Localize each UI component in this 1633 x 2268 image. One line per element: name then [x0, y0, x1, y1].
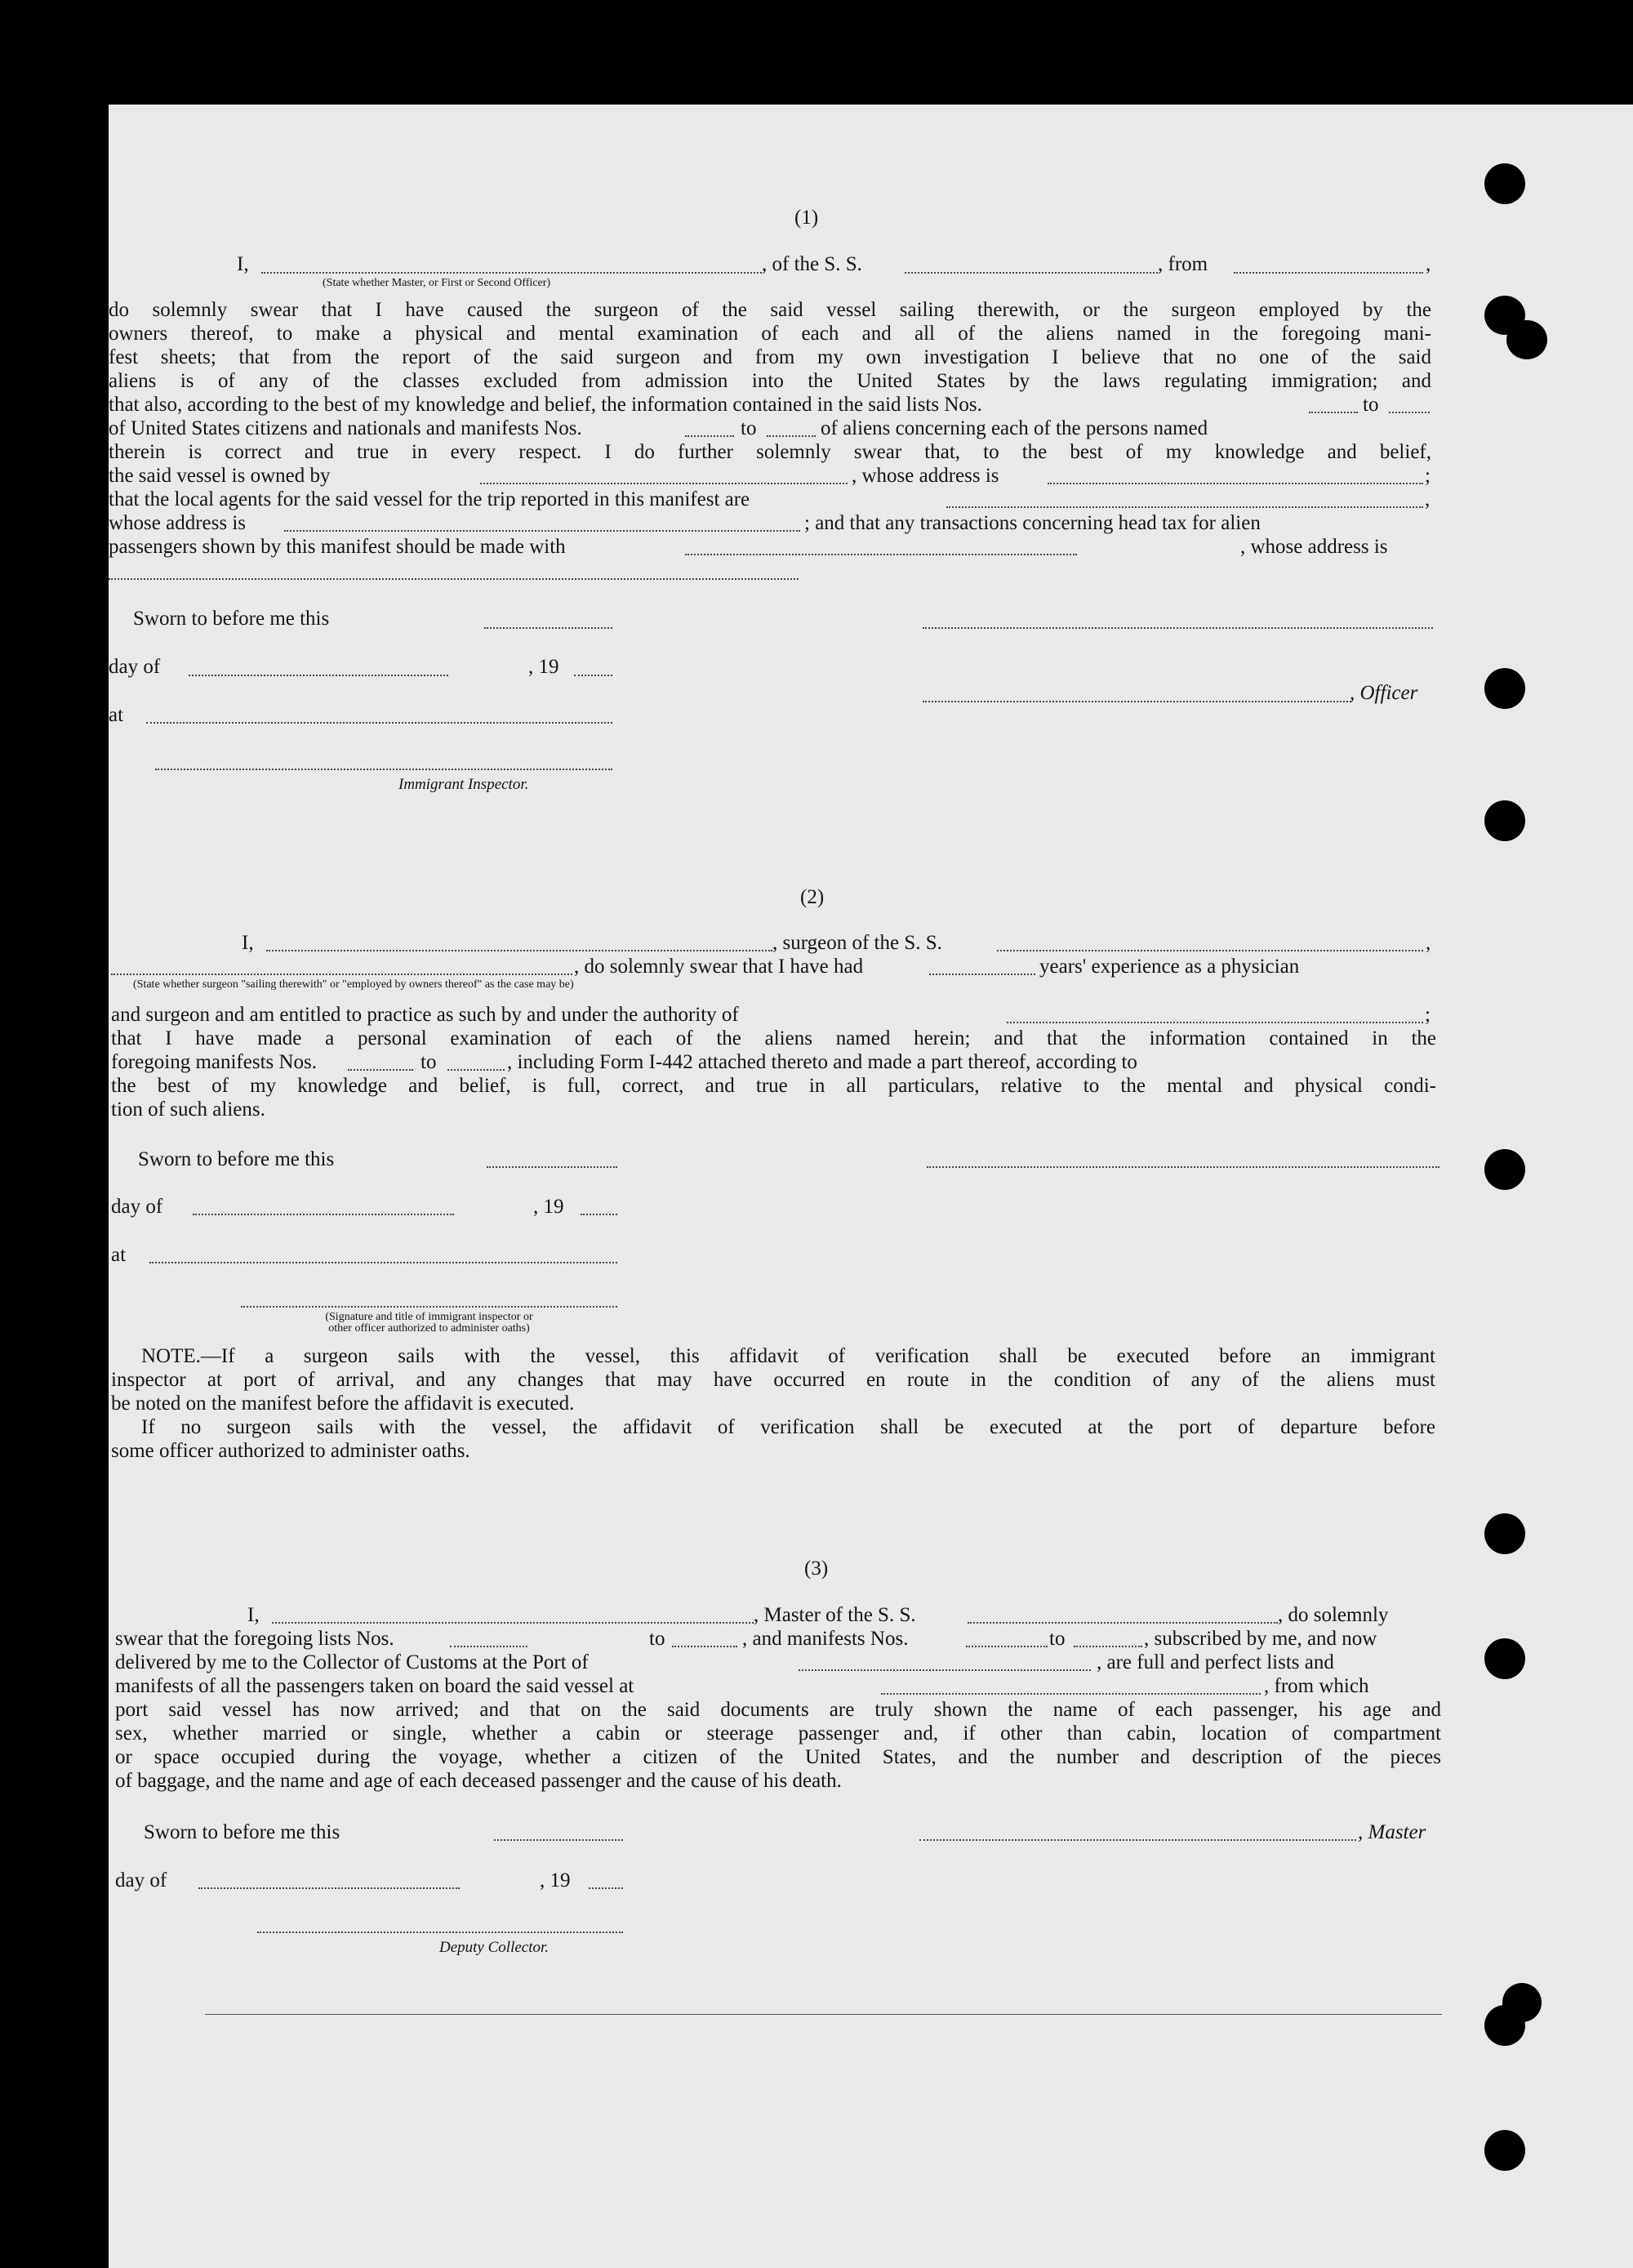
inspector-signature-line[interactable]	[155, 769, 612, 770]
citizen-lists-from-field[interactable]	[1309, 412, 1358, 413]
s2-i: I,	[242, 932, 254, 954]
s1-line1-prefix: I,	[237, 253, 249, 275]
s3-sworn-field[interactable]	[494, 1839, 623, 1841]
vessel-name-field[interactable]	[905, 272, 1158, 274]
s3-sworn: Sworn to before me this	[144, 1821, 340, 1843]
s1-line1-end: ,	[1426, 253, 1431, 275]
s3-subscribed: , subscribed by me, and now	[1144, 1628, 1377, 1650]
alien-manifests-to-field[interactable]	[767, 435, 816, 437]
s1-text-line: therein is correct and true in every respect. I do further solemnly swear that, to the best of my knowledge and belief,	[109, 441, 1431, 463]
surgeon-signature-line[interactable]	[927, 1166, 1439, 1168]
s3-manifests-to-field[interactable]	[1074, 1646, 1142, 1647]
bottom-rule	[205, 2014, 1442, 2015]
s3-master-of: , Master of the S. S.	[754, 1604, 916, 1626]
s3-year-field[interactable]	[589, 1887, 623, 1889]
punch-hole	[1484, 1638, 1525, 1679]
s2-text-line: the best of my knowledge and belief, is full, correct, and true in all particulars, relative to the mental and physical condi-	[111, 1075, 1436, 1097]
s2-year-field[interactable]	[581, 1214, 617, 1215]
punch-hole	[1484, 800, 1525, 841]
manifest-page	[109, 105, 1633, 2268]
s2-sworn-field[interactable]	[487, 1166, 617, 1168]
local-agents-field[interactable]	[946, 506, 1423, 508]
s3-year: , 19	[540, 1869, 571, 1891]
s3-text-line: port said vessel has now arrived; and that on the said documents are truly shown the name of each passenger, his age and	[115, 1699, 1441, 1721]
s2-sworn: Sworn to before me this	[138, 1148, 335, 1170]
s2-solemnly: , do solemnly swear that I have had	[574, 956, 864, 978]
s2-manifests: foregoing manifests Nos.	[111, 1051, 318, 1073]
s2-physician: years' experience as a physician	[1039, 956, 1300, 978]
s3-manifests-to: to	[1049, 1628, 1066, 1650]
s1-at-field[interactable]	[146, 722, 612, 724]
master-signature-line[interactable]	[919, 1839, 1356, 1841]
s1-text-line: do solemnly swear that I have caused the surgeon of the said vessel sailing therewith, or the surgeon employed by the	[109, 299, 1431, 321]
s3-lists-to-field[interactable]	[672, 1646, 737, 1647]
s2-day-of: day of	[111, 1196, 163, 1218]
s1-text-line: aliens is of any of the classes excluded from admission into the United States by the laws regulating immigration; and	[109, 370, 1431, 392]
collector-signature-line[interactable]	[257, 1932, 623, 1933]
s3-lists: swear that the foregoing lists Nos.	[115, 1628, 394, 1650]
s2-note-line: inspector at port of arrival, and any changes that may have occurred en route in the condition of any of the aliens must	[111, 1369, 1435, 1391]
head-tax-address-field[interactable]	[109, 578, 799, 580]
s2-text-line: tion of such aliens.	[111, 1098, 265, 1121]
surgeon-status-field[interactable]	[111, 974, 572, 975]
s1-day-of: day of	[109, 656, 161, 678]
s1-text-line: owners thereof, to make a physical and mental examination of each and all of the aliens named in the foregoing mani-	[109, 323, 1431, 345]
head-tax-party-field[interactable]	[685, 554, 1077, 555]
s3-vessel-field[interactable]	[968, 1622, 1278, 1624]
s1-head-tax: ; and that any transactions concerning head tax for alien	[804, 512, 1261, 534]
section-3-number: (3)	[804, 1557, 829, 1580]
s2-surgeon-of: , surgeon of the S. S.	[772, 932, 942, 954]
s2-manifests-to: to	[420, 1051, 437, 1073]
from-port-field[interactable]	[1234, 272, 1423, 274]
s1-manifests-tail: of aliens concerning each of the persons named	[821, 417, 1208, 439]
s3-text-line: or space occupied during the voyage, whether a citizen of the United States, and the number and description of the pieces	[115, 1746, 1441, 1768]
s1-manifests-to: to	[741, 417, 757, 439]
officer-rank-note: (State whether Master, or First or Second Officer)	[323, 277, 551, 289]
s2-line1-end: ,	[1426, 932, 1431, 954]
s2-authority: and surgeon and am entitled to practice as such by and under the authority of	[111, 1004, 739, 1026]
s3-lists-from-field[interactable]	[450, 1646, 527, 1647]
s1-lists-to: to	[1363, 394, 1379, 416]
years-experience-field[interactable]	[929, 974, 1035, 975]
s1-of-ss: , of the S. S.	[762, 253, 862, 275]
s3-manifests-from-field[interactable]	[966, 1646, 1048, 1647]
surgeon-name-field[interactable]	[266, 950, 772, 951]
inspector-label: Immigrant Inspector.	[398, 776, 529, 793]
s3-taken-on-board: manifests of all the passengers taken on board the said vessel at	[115, 1675, 634, 1697]
s1-manifests-text: of United States citizens and nationals and manifests Nos.	[109, 417, 582, 439]
s2-sig-note-1: (Signature and title of immigrant inspector or	[325, 1311, 533, 1323]
s1-at: at	[109, 704, 124, 726]
punch-hole	[1484, 1149, 1525, 1190]
s1-signature-line[interactable]	[923, 627, 1433, 629]
s2-sig-note-2: other officer authorized to administer oaths)	[328, 1322, 530, 1335]
s1-owned-by: the said vessel is owned by	[109, 465, 331, 487]
s3-day-of: day of	[115, 1869, 167, 1891]
s1-local-agents: that the local agents for the said vessel for the trip reported in this manifest are	[109, 488, 750, 510]
punch-hole	[1484, 2130, 1525, 2171]
surgeon-status-note: (State whether surgeon "sailing therewith" or "employed by owners thereof" as the case may be)	[133, 978, 574, 991]
section-1-number: (1)	[794, 207, 819, 229]
s1-from: , from	[1158, 253, 1208, 275]
citizen-lists-to-field[interactable]	[1389, 412, 1430, 413]
s2-note-line: be noted on the manifest before the affidavit is executed.	[111, 1392, 575, 1415]
punch-hole	[1484, 668, 1525, 709]
s2-at: at	[111, 1244, 127, 1266]
punch-hole	[1484, 163, 1525, 204]
s2-text-line: that I have made a personal examination of each of the aliens named herein; and that the information contained in the	[111, 1027, 1436, 1049]
punch-hole	[1484, 1513, 1525, 1554]
s2-manifests-to-field[interactable]	[447, 1069, 505, 1071]
punch-hole	[1484, 2005, 1525, 2046]
s3-text-line: sex, whether married or single, whether a cabin or steerage passenger and, if other than cabin, location of compartment	[115, 1722, 1441, 1744]
master-label: , Master	[1358, 1821, 1426, 1843]
s1-line8-end: ;	[1425, 465, 1431, 487]
s2-officer-signature-line[interactable]	[241, 1306, 617, 1308]
s2-note-line: NOTE.—If a surgeon sails with the vessel, this affidavit of verification shall be executed before an immigrant	[141, 1345, 1435, 1367]
s1-head-tax-with: passengers shown by this manifest should be made with	[109, 536, 566, 558]
punch-hole	[1506, 320, 1547, 359]
s3-text-line: of baggage, and the name and age of each deceased passenger and the cause of his death.	[115, 1770, 842, 1792]
s2-form: , including Form I-442 attached thereto and made a part thereof, according to	[507, 1051, 1137, 1073]
master-name-field[interactable]	[272, 1622, 754, 1624]
section-2-number: (2)	[800, 886, 825, 908]
s2-note-line: If no surgeon sails with the vessel, the affidavit of verification shall be executed at the port of departure before	[141, 1416, 1435, 1438]
s3-i: I,	[247, 1604, 260, 1626]
s1-year: , 19	[528, 656, 559, 678]
s2-line3-end: ;	[1425, 1004, 1431, 1026]
agent-address-field[interactable]	[284, 530, 800, 532]
collector-label: Deputy Collector.	[439, 1939, 550, 1956]
s3-from-which: , from which	[1264, 1675, 1369, 1697]
s3-day-field[interactable]	[198, 1887, 460, 1889]
s2-vessel-field[interactable]	[997, 950, 1423, 951]
authority-field[interactable]	[1007, 1022, 1423, 1023]
s1-sworn-field[interactable]	[484, 627, 612, 629]
alien-manifests-from-field[interactable]	[685, 435, 734, 437]
s1-text-line: fest sheets; that from the report of the said surgeon and from my own investigation I believe that no one of the said	[109, 346, 1431, 368]
s2-manifests-from-field[interactable]	[348, 1069, 413, 1071]
s2-note-line: some officer authorized to administer oaths.	[111, 1440, 470, 1462]
s3-delivered: delivered by me to the Collector of Customs at the Port of	[115, 1651, 589, 1673]
officer-signature-line[interactable]	[923, 701, 1351, 702]
s1-sworn: Sworn to before me this	[133, 608, 330, 630]
port-field[interactable]	[799, 1669, 1091, 1671]
owner-address-field[interactable]	[1048, 483, 1423, 484]
s3-solemnly: , do solemnly	[1278, 1604, 1389, 1626]
officer-name-field[interactable]	[261, 272, 762, 274]
s3-full-perfect: , are full and perfect lists and	[1097, 1651, 1334, 1673]
officer-label: , Officer	[1350, 682, 1418, 704]
s1-owner-address: , whose address is	[852, 465, 999, 487]
s3-manifests: , and manifests Nos.	[742, 1628, 909, 1650]
s3-lists-to: to	[649, 1628, 665, 1650]
s1-head-tax-address: , whose address is	[1240, 536, 1388, 558]
s1-agent-address: whose address is	[109, 512, 247, 534]
s2-at-field[interactable]	[149, 1262, 617, 1263]
s1-line9-end: ,	[1425, 488, 1431, 510]
s1-year-field[interactable]	[574, 675, 612, 676]
s2-year: , 19	[533, 1196, 564, 1218]
s2-day-field[interactable]	[193, 1214, 454, 1215]
boarding-port-field[interactable]	[881, 1693, 1261, 1695]
s1-lists-text: that also, according to the best of my knowledge and belief, the information contained in the said lists Nos.	[109, 394, 982, 416]
s1-day-field[interactable]	[189, 675, 448, 676]
owner-field[interactable]	[480, 483, 848, 484]
